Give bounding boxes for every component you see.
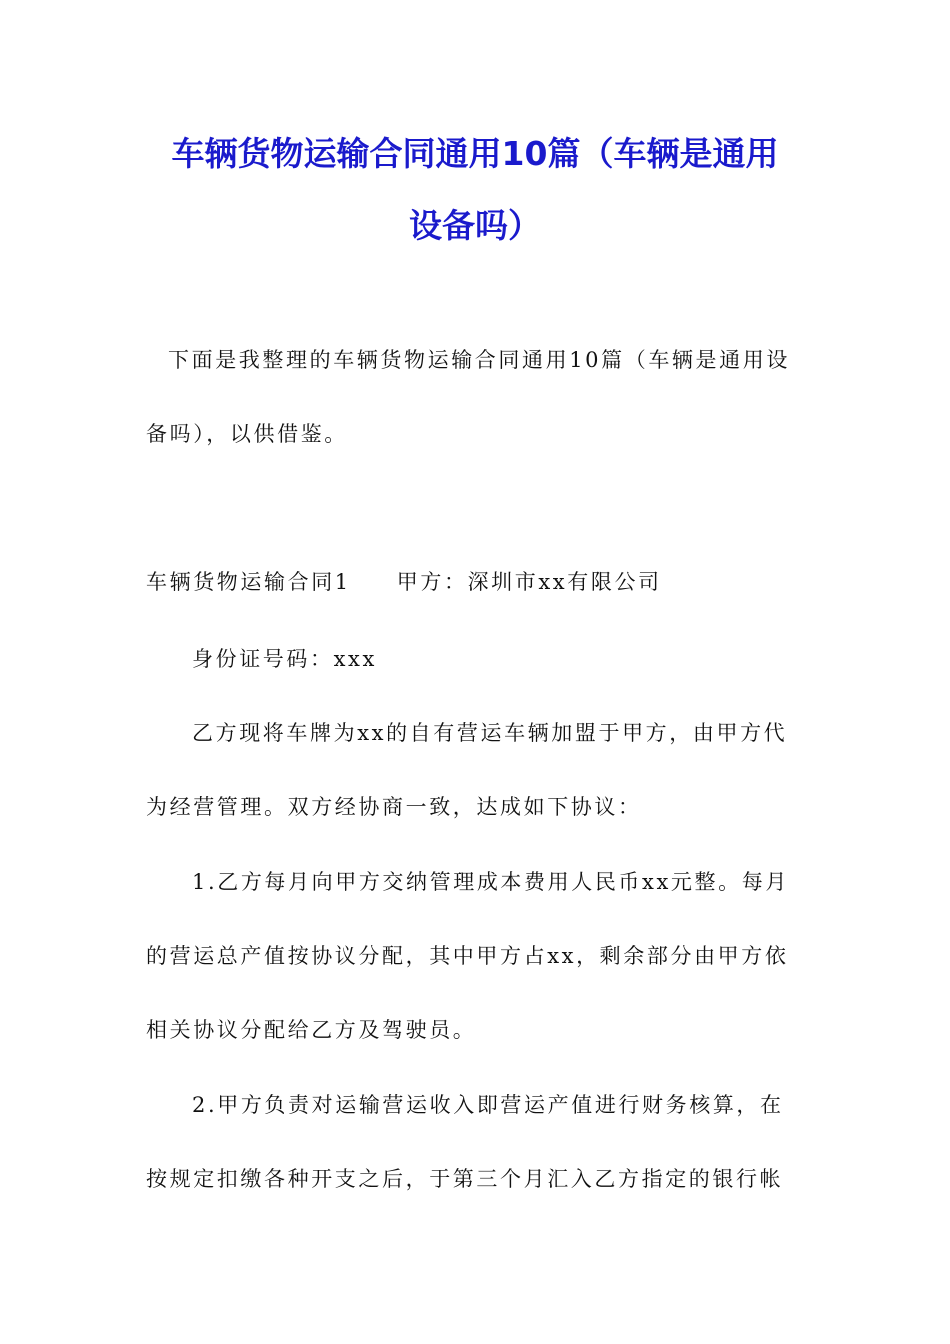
document-title-line-2: 设备吗） xyxy=(409,206,541,245)
party-a: 甲方：深圳市xx有限公司 xyxy=(396,570,662,594)
item2-line-2: 按规定扣缴各种开支之后，于第三个月汇入乙方指定的银行帐 xyxy=(146,1167,784,1191)
id-number-line: 身份证号码：xxx xyxy=(192,647,377,671)
item1-line-2: 的营运总产值按协议分配，其中甲方占xx，剩余部分由甲方依 xyxy=(146,944,789,968)
item1-line-3: 相关协议分配给乙方及驾驶员。 xyxy=(146,1018,477,1042)
contract-heading: 车辆货物运输合同1 xyxy=(146,570,351,594)
contract-heading-row xyxy=(146,568,662,596)
intro-line-1: 下面是我整理的车辆货物运输合同通用10篇（车辆是通用设 xyxy=(168,348,790,372)
item2-line-1: 2.甲方负责对运输营运收入即营运产值进行财务核算，在 xyxy=(192,1093,784,1117)
para1-line-2: 为经营管理。双方经协商一致，达成如下协议： xyxy=(146,795,642,819)
document-title-line-1: 车辆货物运输合同通用10篇（车辆是通用 xyxy=(171,134,779,173)
item1-line-1: 1.乙方每月向甲方交纳管理成本费用人民币xx元整。每月 xyxy=(192,870,789,894)
intro-line-2: 备吗），以供借鉴。 xyxy=(146,422,348,446)
para1-line-1: 乙方现将车牌为xx的自有营运车辆加盟于甲方，由甲方代 xyxy=(192,721,788,745)
